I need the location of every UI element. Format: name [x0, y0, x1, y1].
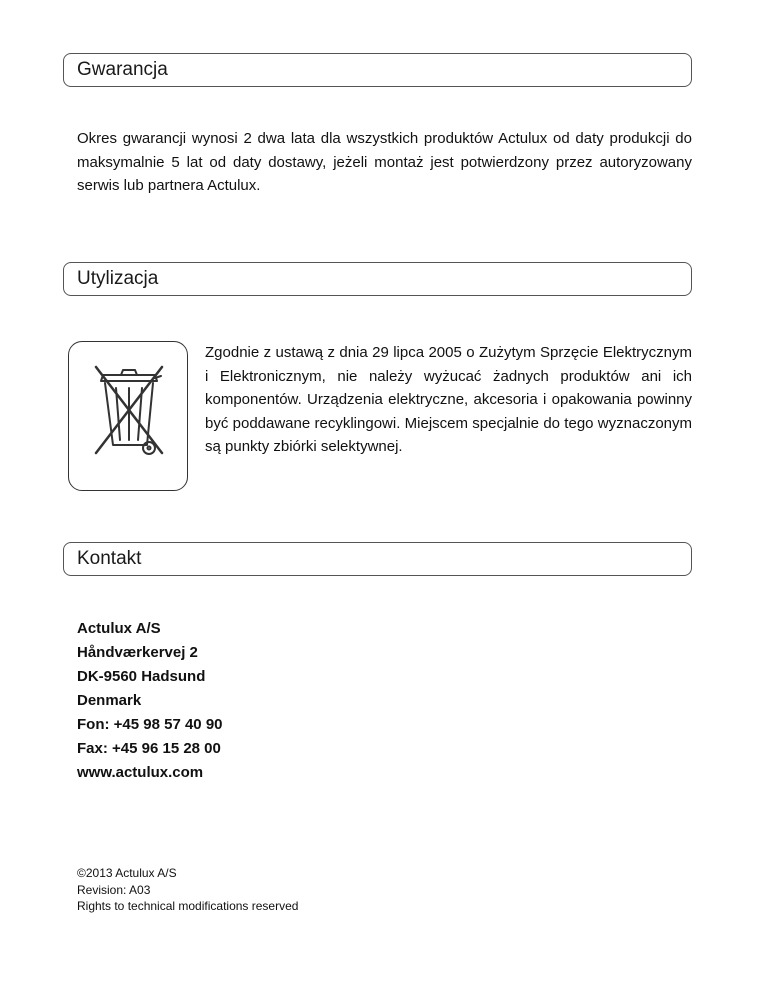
phone: Fon: +45 98 57 40 90	[77, 716, 223, 733]
revision: Revision: A03	[77, 882, 151, 897]
fax: Fax: +45 96 15 28 00	[77, 740, 221, 757]
website-link[interactable]: www.actulux.com	[77, 764, 204, 781]
company-name: Actulux A/S	[77, 620, 161, 637]
disposal-text: Zgodnie z ustawą z dnia 29 lipca 2005 o Zużytym Sprzęcie Elektrycznym i Elektronicznym, nie należy wyżucać żadnych produktów ani ich komponentów. Urządzenia elektryczne, akcesoria i opakowania powinny być poddawane recyklingowi. Miejscem specjalnie do tego wyznaczonym są punkty zbiórki selektywnej.	[205, 344, 692, 455]
rights-notice: Rights to technical modifications reserved	[77, 899, 299, 913]
disposal-header: Utylizacja	[63, 262, 692, 296]
postal-city: DK-9560 Hadsund	[77, 668, 206, 685]
contact-address	[77, 617, 223, 785]
warranty-text: Okres gwarancji wynosi 2 dwa lata dla wszystkich produktów Actulux od daty produkcji do maksymalnie 5 lat od daty dostawy, jeżeli montaż jest potwierdzony przez autoryzowany serwis lub partnera Actulux.	[77, 130, 692, 194]
country: Denmark	[77, 692, 142, 709]
weee-symbol-box	[68, 341, 188, 491]
copyright: ©2013 Actulux A/S	[77, 866, 177, 880]
footer	[77, 865, 298, 915]
street-address: Håndværkervej 2	[77, 644, 198, 661]
contact-header: Kontakt	[63, 542, 692, 576]
crossed-out-wheelie-bin-icon	[69, 342, 189, 492]
warranty-header: Gwarancja	[63, 53, 692, 87]
